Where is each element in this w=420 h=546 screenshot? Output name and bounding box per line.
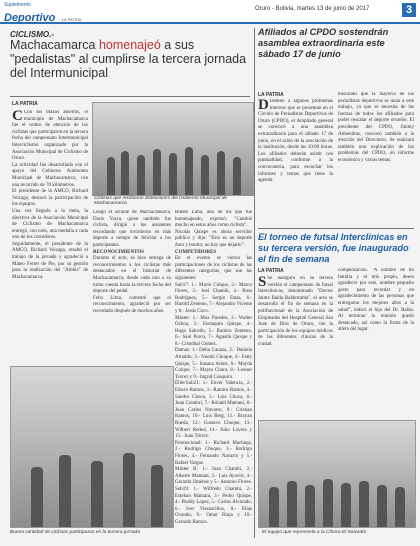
drop-cap: S [258, 276, 267, 290]
right-headline-2: El torneo de futsal Interclínicas en su tercera versión, fue inaugurado el fin de semana [258, 232, 409, 264]
paragraph: Felix Lima, comentó que el reconocimiento, agradeció por ser recordado después de muchos años. [93, 295, 171, 314]
article-headline [10, 38, 250, 80]
logo-sup: Suplemento [4, 2, 31, 8]
right-article-1-col-b [338, 92, 414, 224]
drop-cap: C [12, 110, 23, 124]
results-sub19: Sub19: 1.- Wilfredo Chambi, 2.- Esteban Mamani, 3.- Pedro Quispe, 4.- Ruddy Lopez, 5.- Carlos Alvarado, 6.- Iver Vieraocillos, 8.- Elías Ovando, 9.- Omar Rioja y 10.- Gerardo Ramos. [175, 486, 252, 525]
article-kicker: CICLISMO.- [10, 30, 54, 39]
article-byline: LA PATRIA [12, 101, 38, 107]
results-master-b: Máster B: 1.- Juan Chambi, 2.- Alberto Mamani, 3.- Luis Ayaviri, 4.- Gerardo Jiménez y 5.- Antonio Flores. [175, 467, 252, 486]
subhead-competidores: COMPETIDORES [175, 249, 217, 255]
results-master: Máster: 1.- Max Paredes, 2.- Walter Ochoa, 3.- Eustaquio Quispe, 4.- Hugo Salcedo, 5.- Ramiro Zenteno, 6.- Saul Porco, 7.- Agustín Quispe y 8.- Cristóbal Gomez. [175, 315, 252, 347]
dateline: Oruro - Bolivia, martes 13 de junio de 2017 [255, 6, 370, 12]
divider [10, 96, 250, 97]
right-headline-1: Afiliados al CPDO sostendrán asamblea extraordinaria este sábado 17 de junio [258, 27, 389, 59]
logo-main: Deportivo [4, 12, 56, 24]
results-promocional: Promocional: 1.- Richard Machaqa, 2.- Rodrigo Choque, 3.- Rodrigo Flores, 4.- Fernando Navarro y 5.- Rafael Vargas. [175, 440, 252, 466]
subhead-reconocimientos: RECONOCIMIENTOS [93, 249, 145, 255]
paragraph: En el evento se vieron las participaciones de los ciclistas de las diferentes categorías, que son las siguientes: [175, 256, 252, 281]
paragraph: Seguidamente, el presidente de la AMCO, Richard Veizaga, resaltó el trabajo de la jornada y agradeció a Mateo Ferrer de Pie, por su gestión para la realización del "Ambis" de Machacamarca. [12, 241, 88, 280]
article-column-3 [175, 210, 252, 528]
paragraph: Nicolás Quispe es ahora servidor público y dijo: "Esto es un deporte duro y bonito; no hay que dejarlo". [175, 229, 252, 248]
team-photo [258, 420, 416, 528]
right-article-2-col-a [258, 276, 333, 418]
results-sub17: Sub17: 1.- Mario Colque, 2.- Marco Flores, 3.- Joel Chambi, 4.- Ross Rodríguez, 5.- Sergio Daza, 6.- Harold Zenteno, 7.- Alejandro Vicente y 8.- Jesús Coco. [175, 282, 252, 314]
headline-pre: Machacamarca [10, 38, 99, 52]
supplement-logo [4, 3, 81, 26]
paragraph: Se inauguró en su tercera versión el campeonato de futsal Interclínicas, denominado "Doctor Jaime Balda Balderrama", el acto se desarrolló el fin de semana en la polifuncional de la Asociación de Empleados del Hospital General San Juan de Dios de Oruro, con la participación de los equipos médicos de las diferentes clínicas de la ciudad. [258, 276, 333, 347]
paragraph: La actividad fue desarrollada con el apoyo del Gobierno Autónomo Municipal de Machacamarca, con una recorrido de 70 kilómetros. [12, 162, 88, 188]
paragraph: Durante el acto, se hizo entrega de reconocimientos a los ciclistas más destacados en el historial de Machacamarca, desde cada uno a su turno cuenta hasta la tercera fecha del deporte del pedal. [93, 256, 171, 295]
paragraph: Rubén Lima, uno de los que fue homenajeado, expresó: "Cambié mucho en estos años como ciclista". [175, 210, 252, 229]
headline-post: a sus "pedalistas" al cumplirse la tercera jornada del Intermunicipal [10, 38, 247, 80]
results-damas: Damas: 1.- Delia Canaza, 2.- Daniela Arnaldo, 3.- Naomi Chuque, 4.- Fatty Quispe, 5.- Susana Arnez, 6.- Mayda Colque, 7.- Mayra Chura, 8.- Leonor Tórrez y 9.- Ingrid Coaquira. [175, 348, 252, 380]
paragraph: Con los brazos abiertos, el municipio de Machacamarca fue el centro de atención de los ciclistas que participaron en la tercera fecha del campeonato Intermunicipal Interciclismo organizado por la Asociación Municipal de Ciclismo de Oruro. [12, 110, 88, 162]
paragraph: Debido a algunos problemas internos que se presentan en el Círculo de Periodistas Deportivos de Oruro (CPDO), el Ampliado general se convocó a una asamblea extraordinaria para el sábado 17 de junio, en el salón de la asociación de la institución, desde las 10:00 horas. Los afiliados deberán asistir con puntualidad, conforme a la convocatoria, para escuchar los informes y temas que tiene la agenda. [258, 99, 333, 184]
paragraph: buscando que la mayoría de los periodistas deportivos se unan a este trabajo, ya que se necesita de las fuerzas de todos los afiliados para poder rescatar el deporte orureño. El presidente del CPDO, Jimmy Almendras, convocó también a la elección del Directorio. Se realizará también una explicación de los problemas del CPDO, un informe económico y varios temas. [338, 92, 414, 163]
paragraph: Luego el alcalde de Machacamarca, Dario Yucra, quien también fue ciclista, dirigió a los asistentes recordando que invirtieron en más deporte a tiempo de felicitar a los participantes. [93, 210, 171, 248]
logo-sub: LA PATRIA [61, 17, 82, 22]
paragraph: El presidente de la AMCO, Richard Veizaga, destacó la participación de los equipos. [12, 189, 88, 208]
paragraph: compensación. "A nombre de mi familia y el mío propio, deseo agradecer por este, nombre pequeño gesto para recordar y en agradecimiento de las personas que entregaron los mejores años a la salud", indicó el hijo del Dr. Balda. Al terminar la reunión quedó destacado, así como la firma de la atleta del lugar. [338, 268, 414, 333]
right-article-2-col-b [338, 268, 414, 418]
article-column-1 [12, 110, 88, 360]
results-elite: Élite/Sub21: 1.- Enver Valencia, 2.- Edwin Ramos, 3.- Ramiro Ramos, 4.- Sandro Choca, 5.- Luis Choca, 6.- Juan Condori, 7.- Rónald Mamani, 8.- Juan Carlos Navarro, 9.- Cristian Ramos, 10.- Luis Berg, 11.- Brayan Rueda, 12.- Gustavo Choque, 13.- Wilbert Reded, 14.- Julio Lovera y 15.- Juan Tórrez. [175, 381, 252, 440]
divider [258, 228, 414, 229]
group-photo [92, 102, 254, 196]
drop-cap: D [258, 99, 269, 113]
photo-caption: El equipo que representa a la Clínica El Salvador [262, 530, 367, 535]
article-byline: LA PATRIA [258, 92, 284, 98]
page-header [0, 0, 420, 24]
page-number: 3 [402, 3, 416, 17]
cyclists-photo [10, 366, 174, 528]
article-byline: LA PATRIA [258, 268, 284, 274]
headline-highlight: homenajeó [98, 38, 161, 52]
column-divider [254, 28, 255, 538]
photo-caption: Ciclistas que recibieron distinciones del Gobierno Municipal de Machacamarca [94, 196, 228, 206]
photo-caption: Buena cantidad de ciclistas participaron en la tercera jornada [10, 530, 140, 535]
paragraph: Una vez llegado a la meta, la directiva de la Asociación Municipal de Ciclismo de Machacamarca entregó, con todo, una medalla a cada uno de los corredores. [12, 208, 88, 241]
right-article-1-col-a [258, 99, 333, 224]
